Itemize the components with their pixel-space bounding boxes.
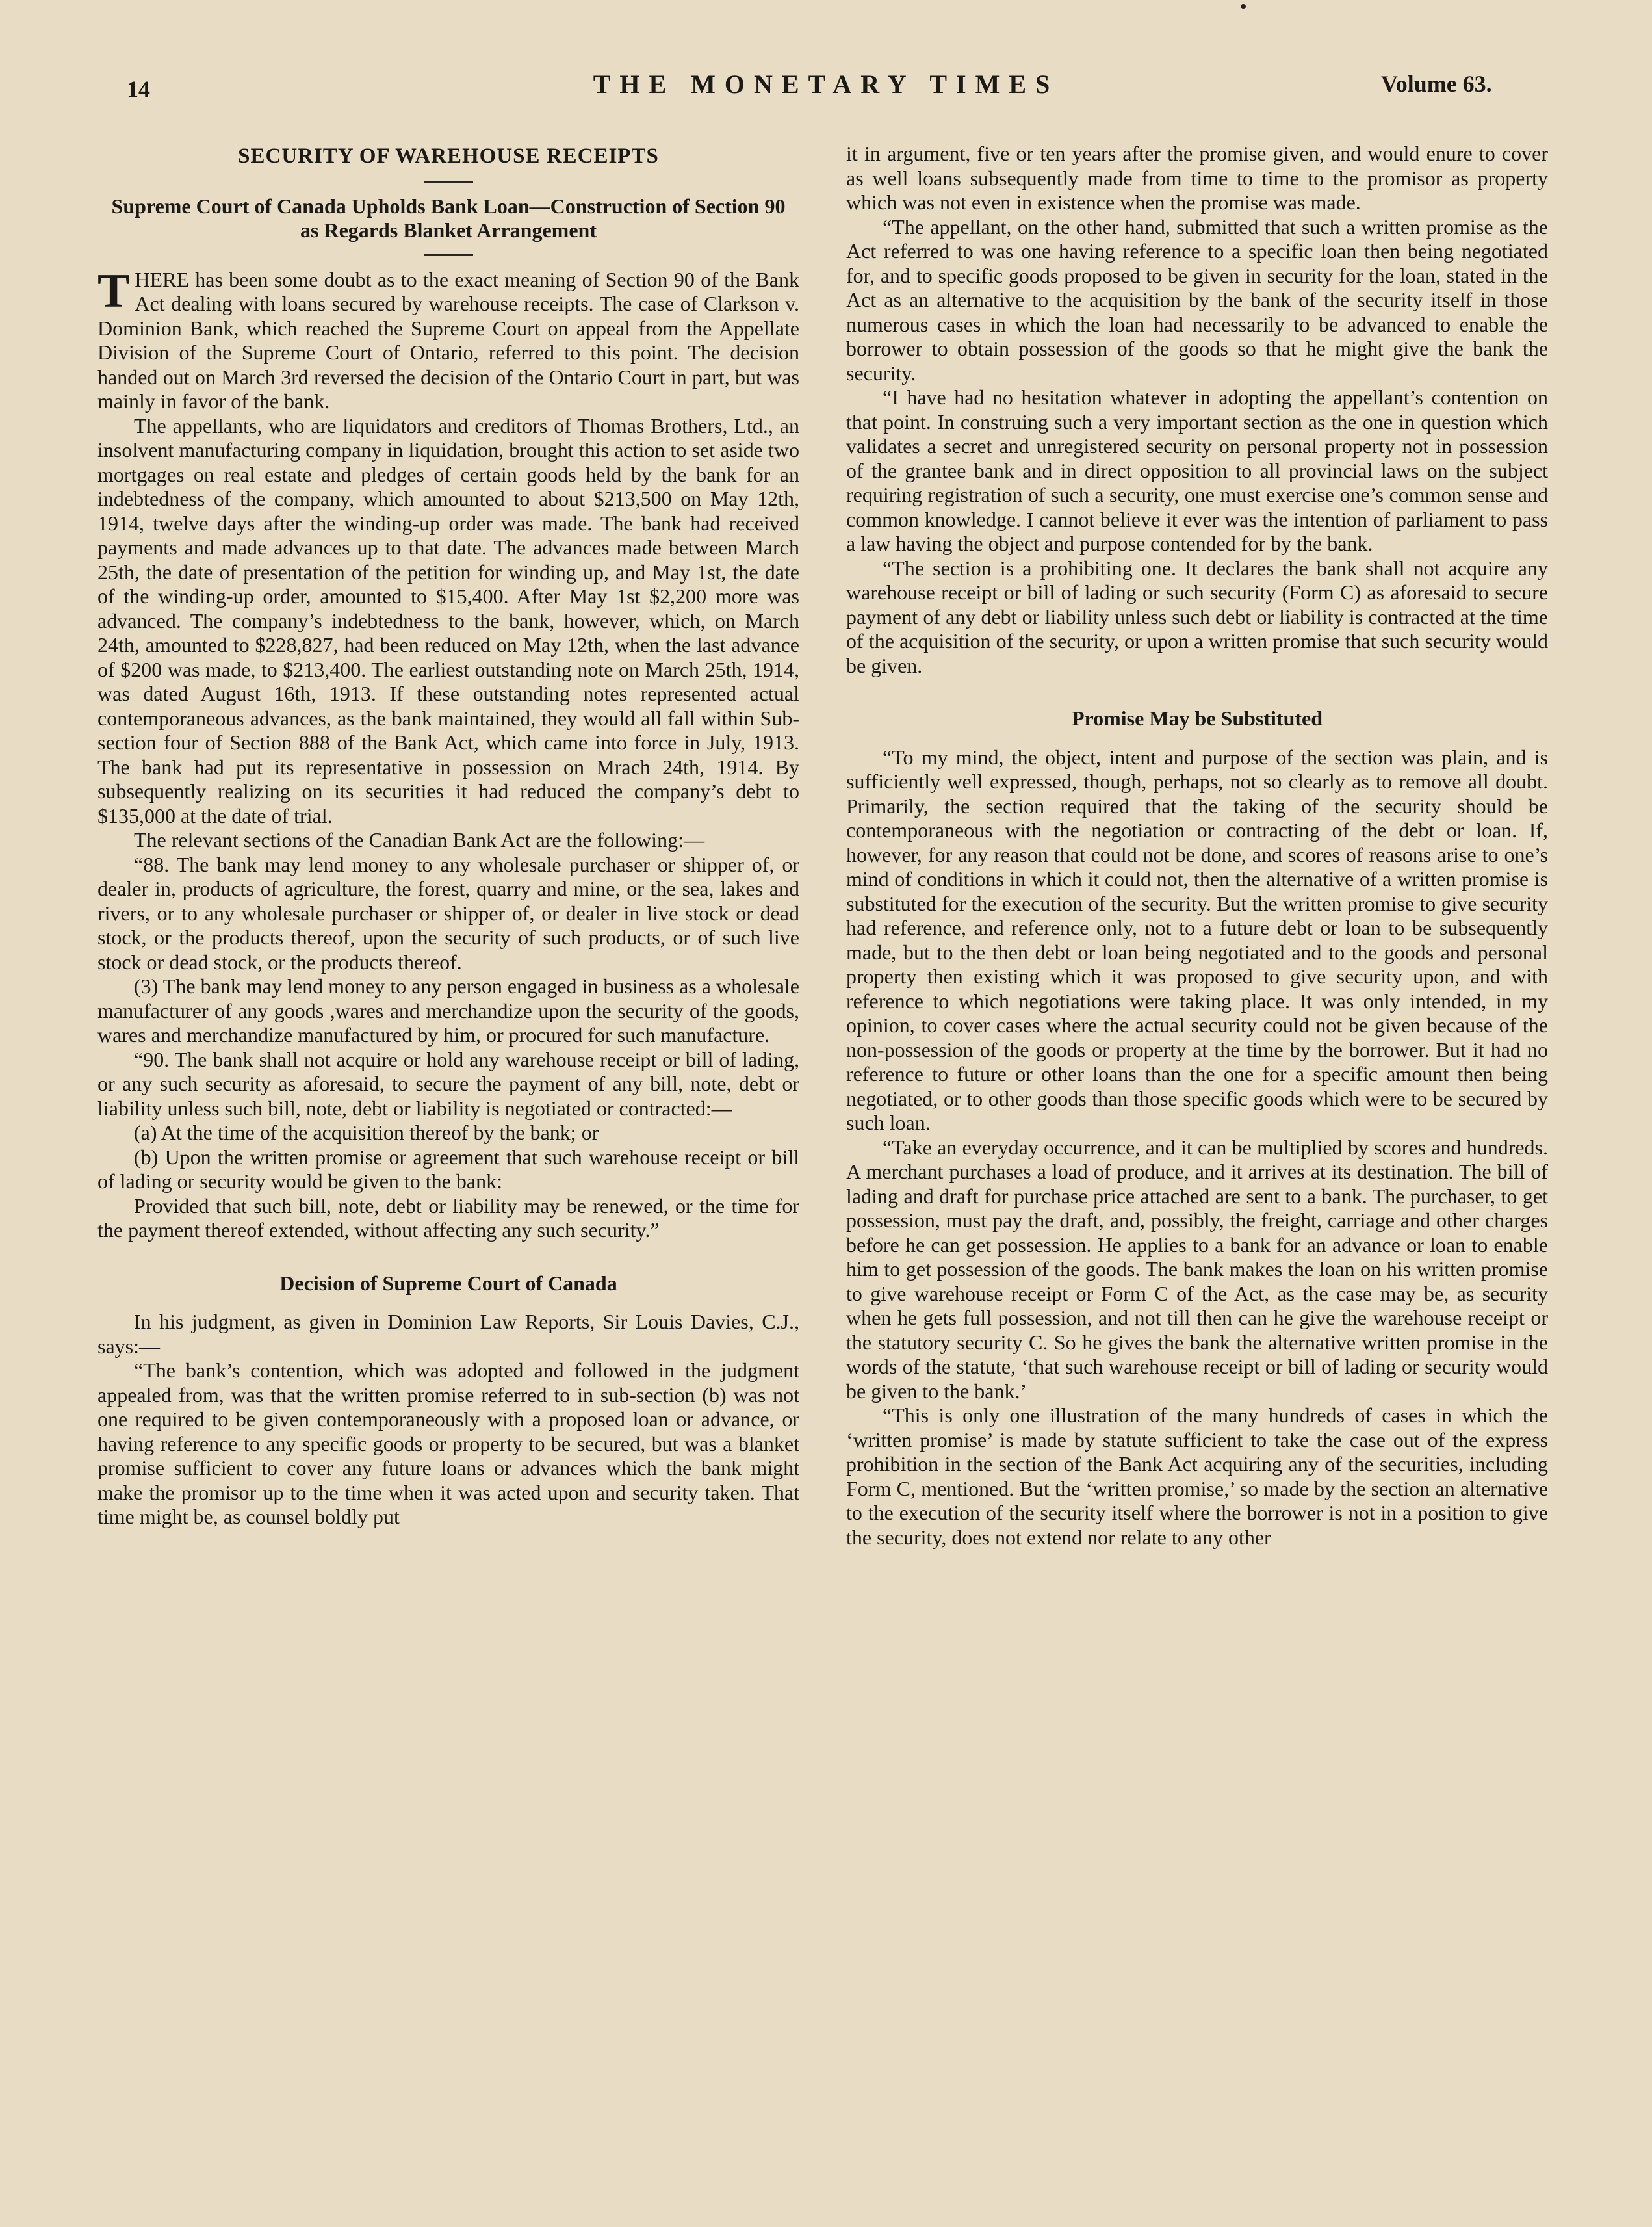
statute-quote: “90. The bank shall not acquire or hold any warehouse receipt or bill of lading, or any such security as aforesaid, to secure the payment of any bill, note, debt or liability unless such bill, note, debt or liability is negotiated or contracted:— (97, 1047, 799, 1120)
right-column (846, 142, 1548, 1550)
paragraph: “Take an everyday occurrence, and it can be multiplied by scores and hundreds. A merchant purchases a load of produce, and it arrives at its destination. The bill of lading and draft for purchase price attached are sent to a bank. The purchaser, to get possession, must pay the draft, and, possibly, the freight, carriage and other charges before he can get possession. He applies to a bank for an advance or loan to enable him to get possession of the goods. The bank makes the loan on his written promise to give warehouse receipt or Form C of the Act, as the case may be, as security when he gets full possession, and not till then can he give the warehouse receipt or the statutory security C. So he gives the bank the alternative written promise in the words of the statute, ‘that such warehouse receipt or bill of lading or security would be given to the bank.’ (846, 1135, 1548, 1403)
ink-speck (1241, 4, 1246, 9)
statute-quote: (3) The bank may lend money to any person engaged in business as a wholesale manufacturer of any goods ,wares and merchandize upon the security of the goods, wares and merchandize manufactured by him, or procured for such manufacture. (97, 974, 799, 1047)
left-column (97, 138, 799, 1530)
title-rule (424, 181, 473, 183)
paragraph-text: HERE has been some doubt as to the exact meaning of Section 90 of the Bank Act dealing with loans secured by warehouse receipts. The case of Clarkson v. Dominion Bank, which reached the Supreme Court on appeal from the Appellate Division of the Supreme Court of Ontario, referred to this point. The decision handed out on March 3rd reversed the decision of the Ontario Court in part, but was mainly in favor of the bank. (97, 267, 799, 413)
drop-cap: T (97, 264, 130, 318)
paragraph: “I have had no hesitation whatever in adopting the appellant’s contention on that point. In construing such a very important section as the one in question which validates a secret and unregistered security on personal property not in possession of the grantee bank and in direct opposition to all provincial laws on the subject requiring registration of such a security, one must exercise one’s common sense and common knowledge. I cannot believe it ever was the intention of parliament to pass a law having the object and purpose contended for by the bank. (846, 385, 1548, 555)
deck-rule (424, 254, 473, 256)
paragraph: “To my mind, the object, intent and purpose of the section was plain, and is sufficiently well expressed, though, perhaps, not so clearly as to remove all doubt. Primarily, the section required that the taking of the security should be contemporaneous with the negotiation or contracting of the debt or loan. If, however, for any reason that could not be done, and scores of reasons arise to one’s mind of conditions in which it could not, then the alternative of a written promise is substituted for the execution of the security. But the written promise to give security had reference, and reference only, not to a future debt or loan to be subsequently made, but to the then debt or loan being negotiated and to the goods and personal property then existing which it was proposed to give security upon, and with reference to which negotiations were taking place. It was only intended, in my opinion, to cover cases where the actual security could not be given because of the non-possession of the goods or property at the time by the borrower. But it had no reference to future or other loans than the one for a specific amount then being negotiated, or to other goods than those specific goods which were to be secured by such loan. (846, 745, 1548, 1134)
statute-proviso: Provided that such bill, note, debt or liability may be renewed, or the time for the payment thereof extended, without affecting any such security.” (97, 1193, 799, 1242)
statute-clause: (b) Upon the written promise or agreement that such warehouse receipt or bill of lading or security would be given to the bank: (97, 1145, 799, 1193)
publication-title: THE MONETARY TIMES (593, 70, 1059, 99)
article-title: SECURITY OF WAREHOUSE RECEIPTS (238, 144, 659, 168)
section-heading: Promise May be Substituted (1071, 707, 1323, 730)
paragraph (97, 264, 799, 414)
page-number: 14 (127, 76, 150, 102)
page-header (0, 65, 1652, 104)
section-heading: Decision of Supreme Court of Canada (279, 1271, 617, 1295)
volume-label: Volume 63. (1381, 71, 1492, 97)
paragraph: “The bank’s contention, which was adopted and followed in the judgment appealed from, was that the written promise referred to in sub-section (b) was not one required to be given contemporaneously with a proposed loan or advance, or having reference to any specific goods or property to be secured, but was a blanket promise sufficient to cover any future loans or advances which the bank might make the promisor up to the time when it was acted upon and security taken. That time might be, as counsel boldly put (97, 1359, 799, 1528)
paragraph: The relevant sections of the Canadian Bank Act are the following:— (134, 828, 704, 852)
paragraph: “This is only one illustration of the many hundreds of cases in which the ‘written promise’ is made by statute sufficient to take the case out of the express prohibition in the section of the Bank Act acquiring any of the securities, including Form C, mentioned. But the ‘written promise,’ so made by the section an alternative to the execution of the security itself where the borrower is not in a position to give the security, does not extend nor relate to any other (846, 1403, 1548, 1549)
paragraph: The appellants, who are liquidators and creditors of Thomas Brothers, Ltd., an insolvent manufacturing company in liquidation, brought this action to set aside two mortgages on real estate and pledges of certain goods held by the bank for an indebtedness of the company, which amounted to about $213,500 on May 12th, 1914, twelve days after the winding-up order was made. The bank had received payments and made advances up to that date. The advances made between March 25th, the date of presentation of the petition for winding up, and May 1st, the date of the winding-up order, amounted to $15,400. After May 1st $2,200 more was advanced. The company’s indebtedness to the bank, however, which, on March 24th, amounted to $228,827, had been reduced on May 12th, when the last advance of $200 was made, to $213,400. The earliest outstanding note on March 25th, 1914, was dated August 16th, 1913. If these outstanding notes represented actual contemporaneous advances, as the bank maintained, they would all fall within Sub-section four of Section 888 of the Bank Act, which came into force in July, 1913. The bank had put its representative in possession on Mrach 24th, 1914. By subsequently realizing on its securities it had reduced the company’s debt to $135,000 at the date of trial. (97, 413, 799, 827)
paragraph: In his judgment, as given in Dominion Law Reports, Sir Louis Davies, C.J., says:— (97, 1310, 799, 1358)
paragraph: “The appellant, on the other hand, submitted that such a written promise as the Act referred to was one having reference to a specific loan then being negotiated for, and to specific goods proposed to be given in security for the loan, stated in the Act as an alternative to the acquisition by the bank of the security itself in those numerous cases in which the loan had necessarily to be advanced to enable the borrower to obtain possession of the goods so that he might give the bank the security. (846, 215, 1548, 385)
statute-quote: “88. The bank may lend money to any wholesale purchaser or shipper of, or dealer in, products of agriculture, the forest, quarry and mine, or the sea, lakes and rivers, or to any wholesale purchaser or shipper of, or dealer in live stock or dead stock, or the products thereof, upon the security of such products, or of such live stock or dead stock, or the products thereof. (97, 852, 799, 974)
paragraph: it in argument, five or ten years after the promise given, and would enure to cover as well loans subsequently made from time to time to the promisor as property which was not even in existence when the promise was made. (846, 142, 1548, 214)
paragraph: “The section is a prohibiting one. It declares the bank shall not acquire any warehouse receipt or bill of lading or such security (Form C) as aforesaid to secure payment of any debt or liability unless such debt or liability is contracted at the time of the acquisition of the security, or upon a written promise that such security would be given. (846, 556, 1548, 677)
article-deck: Supreme Court of Canada Upholds Bank Loan—Construction of Section 90 as Regards Blanket Arrangement (111, 194, 786, 242)
statute-clause: (a) At the time of the acquisition thereof by the bank; or (134, 1121, 599, 1144)
